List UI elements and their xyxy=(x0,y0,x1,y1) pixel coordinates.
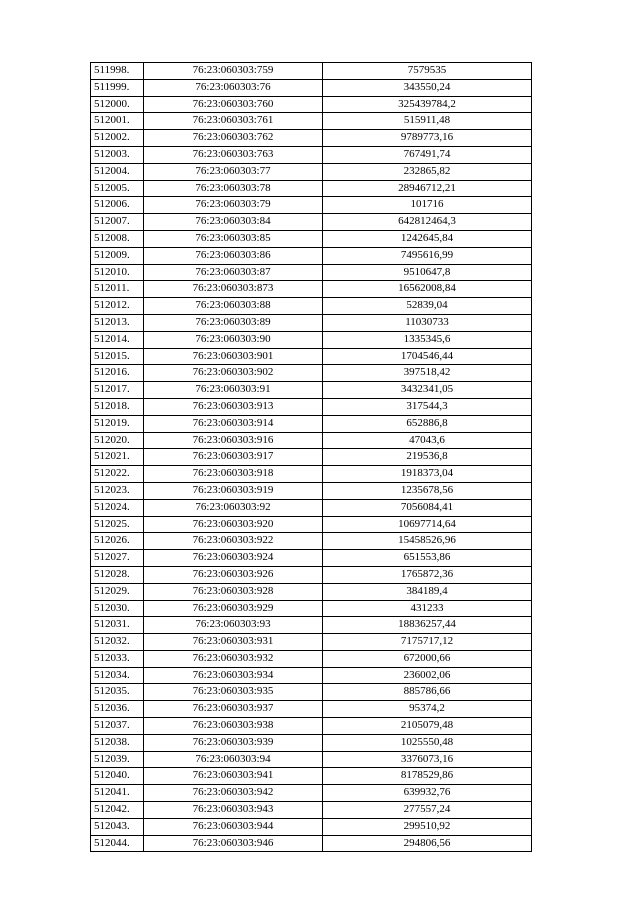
cadastral-value-cell: 1335345,6 xyxy=(323,331,532,348)
row-number-cell: 512012. xyxy=(91,298,144,315)
cadastral-number-cell: 76:23:060303:761 xyxy=(144,113,323,130)
cadastral-value-cell: 885786,66 xyxy=(323,684,532,701)
cadastral-number-cell: 76:23:060303:90 xyxy=(144,331,323,348)
cadastral-number-cell: 76:23:060303:917 xyxy=(144,449,323,466)
cadastral-number-cell: 76:23:060303:939 xyxy=(144,734,323,751)
cadastral-value-cell: 1235678,56 xyxy=(323,482,532,499)
cadastral-number-cell: 76:23:060303:918 xyxy=(144,466,323,483)
table-row xyxy=(91,197,532,214)
table-row xyxy=(91,113,532,130)
table-row xyxy=(91,482,532,499)
cadastral-value-cell: 10697714,64 xyxy=(323,516,532,533)
table-row xyxy=(91,382,532,399)
cadastral-number-cell: 76:23:060303:926 xyxy=(144,566,323,583)
table-row xyxy=(91,146,532,163)
table-row xyxy=(91,247,532,264)
cadastral-value-cell: 431233 xyxy=(323,600,532,617)
cadastral-number-cell: 76:23:060303:763 xyxy=(144,146,323,163)
cadastral-number-cell: 76:23:060303:937 xyxy=(144,701,323,718)
row-number-cell: 512040. xyxy=(91,768,144,785)
cadastral-value-cell: 7175717,12 xyxy=(323,634,532,651)
cadastral-value-cell: 16562008,84 xyxy=(323,281,532,298)
row-number-cell: 512022. xyxy=(91,466,144,483)
row-number-cell: 512004. xyxy=(91,163,144,180)
cadastral-value-cell: 651553,86 xyxy=(323,550,532,567)
cadastral-number-cell: 76:23:060303:760 xyxy=(144,96,323,113)
cadastral-value-cell: 1918373,04 xyxy=(323,466,532,483)
cadastral-value-cell: 18836257,44 xyxy=(323,617,532,634)
cadastral-value-cell: 397518,42 xyxy=(323,365,532,382)
row-number-cell: 512043. xyxy=(91,818,144,835)
cadastral-value-cell: 277557,24 xyxy=(323,802,532,819)
cadastral-value-cell: 384189,4 xyxy=(323,583,532,600)
cadastral-value-cell: 28946712,21 xyxy=(323,180,532,197)
table-row xyxy=(91,449,532,466)
cadastral-number-cell: 76:23:060303:935 xyxy=(144,684,323,701)
table-row xyxy=(91,163,532,180)
table-row xyxy=(91,768,532,785)
table-row xyxy=(91,785,532,802)
cadastral-number-cell: 76:23:060303:944 xyxy=(144,818,323,835)
cadastral-value-cell: 325439784,2 xyxy=(323,96,532,113)
cadastral-value-cell: 236002,06 xyxy=(323,667,532,684)
row-number-cell: 512009. xyxy=(91,247,144,264)
cadastral-number-cell: 76:23:060303:916 xyxy=(144,432,323,449)
row-number-cell: 512042. xyxy=(91,802,144,819)
table-row xyxy=(91,751,532,768)
cadastral-value-table xyxy=(90,62,532,852)
table-row xyxy=(91,79,532,96)
table-row xyxy=(91,96,532,113)
row-number-cell: 512035. xyxy=(91,684,144,701)
table-row xyxy=(91,466,532,483)
table-row xyxy=(91,230,532,247)
table-row xyxy=(91,415,532,432)
row-number-cell: 512034. xyxy=(91,667,144,684)
row-number-cell: 512038. xyxy=(91,734,144,751)
cadastral-value-cell: 1765872,36 xyxy=(323,566,532,583)
cadastral-value-cell: 7579535 xyxy=(323,63,532,80)
row-number-cell: 512008. xyxy=(91,230,144,247)
row-number-cell: 512006. xyxy=(91,197,144,214)
cadastral-number-cell: 76:23:060303:938 xyxy=(144,718,323,735)
table-row xyxy=(91,583,532,600)
cadastral-value-cell: 642812464,3 xyxy=(323,214,532,231)
row-number-cell: 512003. xyxy=(91,146,144,163)
cadastral-value-cell: 7495616,99 xyxy=(323,247,532,264)
table-row xyxy=(91,180,532,197)
cadastral-number-cell: 76:23:060303:902 xyxy=(144,365,323,382)
table-row xyxy=(91,499,532,516)
row-number-cell: 512037. xyxy=(91,718,144,735)
cadastral-number-cell: 76:23:060303:78 xyxy=(144,180,323,197)
cadastral-number-cell: 76:23:060303:762 xyxy=(144,130,323,147)
row-number-cell: 512030. xyxy=(91,600,144,617)
table-row xyxy=(91,365,532,382)
cadastral-value-cell: 3376073,16 xyxy=(323,751,532,768)
row-number-cell: 512013. xyxy=(91,314,144,331)
cadastral-number-cell: 76:23:060303:87 xyxy=(144,264,323,281)
row-number-cell: 512011. xyxy=(91,281,144,298)
cadastral-value-cell: 52839,04 xyxy=(323,298,532,315)
cadastral-value-cell: 652886,8 xyxy=(323,415,532,432)
cadastral-value-cell: 639932,76 xyxy=(323,785,532,802)
table-row xyxy=(91,650,532,667)
table-row xyxy=(91,718,532,735)
table-row xyxy=(91,214,532,231)
cadastral-number-cell: 76:23:060303:91 xyxy=(144,382,323,399)
row-number-cell: 512027. xyxy=(91,550,144,567)
cadastral-number-cell: 76:23:060303:929 xyxy=(144,600,323,617)
row-number-cell: 512029. xyxy=(91,583,144,600)
table-row xyxy=(91,432,532,449)
row-number-cell: 512036. xyxy=(91,701,144,718)
row-number-cell: 512018. xyxy=(91,398,144,415)
row-number-cell: 512002. xyxy=(91,130,144,147)
row-number-cell: 512015. xyxy=(91,348,144,365)
cadastral-number-cell: 76:23:060303:76 xyxy=(144,79,323,96)
table-body xyxy=(91,63,532,852)
row-number-cell: 512024. xyxy=(91,499,144,516)
row-number-cell: 512023. xyxy=(91,482,144,499)
cadastral-number-cell: 76:23:060303:94 xyxy=(144,751,323,768)
cadastral-number-cell: 76:23:060303:77 xyxy=(144,163,323,180)
row-number-cell: 512005. xyxy=(91,180,144,197)
row-number-cell: 511999. xyxy=(91,79,144,96)
row-number-cell: 512032. xyxy=(91,634,144,651)
cadastral-value-cell: 767491,74 xyxy=(323,146,532,163)
cadastral-number-cell: 76:23:060303:79 xyxy=(144,197,323,214)
row-number-cell: 512028. xyxy=(91,566,144,583)
row-number-cell: 512041. xyxy=(91,785,144,802)
cadastral-value-cell: 1704546,44 xyxy=(323,348,532,365)
cadastral-number-cell: 76:23:060303:920 xyxy=(144,516,323,533)
cadastral-value-cell: 1242645,84 xyxy=(323,230,532,247)
cadastral-value-cell: 9789773,16 xyxy=(323,130,532,147)
cadastral-number-cell: 76:23:060303:941 xyxy=(144,768,323,785)
row-number-cell: 512016. xyxy=(91,365,144,382)
table-row xyxy=(91,818,532,835)
row-number-cell: 512039. xyxy=(91,751,144,768)
cadastral-value-cell: 1025550,48 xyxy=(323,734,532,751)
cadastral-number-cell: 76:23:060303:946 xyxy=(144,835,323,852)
table-row xyxy=(91,734,532,751)
row-number-cell: 512017. xyxy=(91,382,144,399)
cadastral-number-cell: 76:23:060303:85 xyxy=(144,230,323,247)
table-row xyxy=(91,634,532,651)
cadastral-number-cell: 76:23:060303:93 xyxy=(144,617,323,634)
cadastral-value-cell: 219536,8 xyxy=(323,449,532,466)
cadastral-number-cell: 76:23:060303:913 xyxy=(144,398,323,415)
table-row xyxy=(91,566,532,583)
row-number-cell: 512044. xyxy=(91,835,144,852)
cadastral-value-cell: 294806,56 xyxy=(323,835,532,852)
cadastral-value-cell: 9510647,8 xyxy=(323,264,532,281)
cadastral-number-cell: 76:23:060303:919 xyxy=(144,482,323,499)
table-row xyxy=(91,802,532,819)
cadastral-value-cell: 11030733 xyxy=(323,314,532,331)
cadastral-number-cell: 76:23:060303:924 xyxy=(144,550,323,567)
cadastral-value-cell: 299510,92 xyxy=(323,818,532,835)
row-number-cell: 512031. xyxy=(91,617,144,634)
row-number-cell: 512001. xyxy=(91,113,144,130)
cadastral-number-cell: 76:23:060303:84 xyxy=(144,214,323,231)
table-row xyxy=(91,281,532,298)
cadastral-number-cell: 76:23:060303:943 xyxy=(144,802,323,819)
row-number-cell: 512010. xyxy=(91,264,144,281)
cadastral-value-cell: 47043,6 xyxy=(323,432,532,449)
table-row xyxy=(91,516,532,533)
row-number-cell: 512021. xyxy=(91,449,144,466)
cadastral-value-cell: 95374,2 xyxy=(323,701,532,718)
row-number-cell: 512033. xyxy=(91,650,144,667)
cadastral-value-cell: 101716 xyxy=(323,197,532,214)
table-row xyxy=(91,63,532,80)
cadastral-value-cell: 232865,82 xyxy=(323,163,532,180)
cadastral-number-cell: 76:23:060303:942 xyxy=(144,785,323,802)
cadastral-value-cell: 2105079,48 xyxy=(323,718,532,735)
table-row xyxy=(91,533,532,550)
cadastral-value-cell: 672000,66 xyxy=(323,650,532,667)
cadastral-value-cell: 317544,3 xyxy=(323,398,532,415)
cadastral-number-cell: 76:23:060303:86 xyxy=(144,247,323,264)
row-number-cell: 512025. xyxy=(91,516,144,533)
cadastral-number-cell: 76:23:060303:873 xyxy=(144,281,323,298)
cadastral-number-cell: 76:23:060303:914 xyxy=(144,415,323,432)
table-row xyxy=(91,617,532,634)
table-row xyxy=(91,600,532,617)
table-row xyxy=(91,835,532,852)
row-number-cell: 512000. xyxy=(91,96,144,113)
cadastral-number-cell: 76:23:060303:934 xyxy=(144,667,323,684)
row-number-cell: 512019. xyxy=(91,415,144,432)
cadastral-number-cell: 76:23:060303:759 xyxy=(144,63,323,80)
cadastral-value-cell: 15458526,96 xyxy=(323,533,532,550)
cadastral-number-cell: 76:23:060303:901 xyxy=(144,348,323,365)
table-row xyxy=(91,684,532,701)
table-row xyxy=(91,264,532,281)
row-number-cell: 512020. xyxy=(91,432,144,449)
cadastral-number-cell: 76:23:060303:931 xyxy=(144,634,323,651)
cadastral-number-cell: 76:23:060303:932 xyxy=(144,650,323,667)
cadastral-number-cell: 76:23:060303:928 xyxy=(144,583,323,600)
cadastral-value-cell: 343550,24 xyxy=(323,79,532,96)
table-row xyxy=(91,550,532,567)
row-number-cell: 512026. xyxy=(91,533,144,550)
cadastral-value-cell: 3432341,05 xyxy=(323,382,532,399)
table-row xyxy=(91,314,532,331)
row-number-cell: 512007. xyxy=(91,214,144,231)
table-row xyxy=(91,701,532,718)
table-row xyxy=(91,667,532,684)
cadastral-number-cell: 76:23:060303:922 xyxy=(144,533,323,550)
cadastral-value-cell: 8178529,86 xyxy=(323,768,532,785)
table-row xyxy=(91,298,532,315)
table-row xyxy=(91,398,532,415)
table-row xyxy=(91,331,532,348)
cadastral-number-cell: 76:23:060303:89 xyxy=(144,314,323,331)
cadastral-value-cell: 7056084,41 xyxy=(323,499,532,516)
cadastral-number-cell: 76:23:060303:92 xyxy=(144,499,323,516)
cadastral-number-cell: 76:23:060303:88 xyxy=(144,298,323,315)
table-row xyxy=(91,130,532,147)
table-row xyxy=(91,348,532,365)
row-number-cell: 512014. xyxy=(91,331,144,348)
row-number-cell: 511998. xyxy=(91,63,144,80)
cadastral-value-cell: 515911,48 xyxy=(323,113,532,130)
